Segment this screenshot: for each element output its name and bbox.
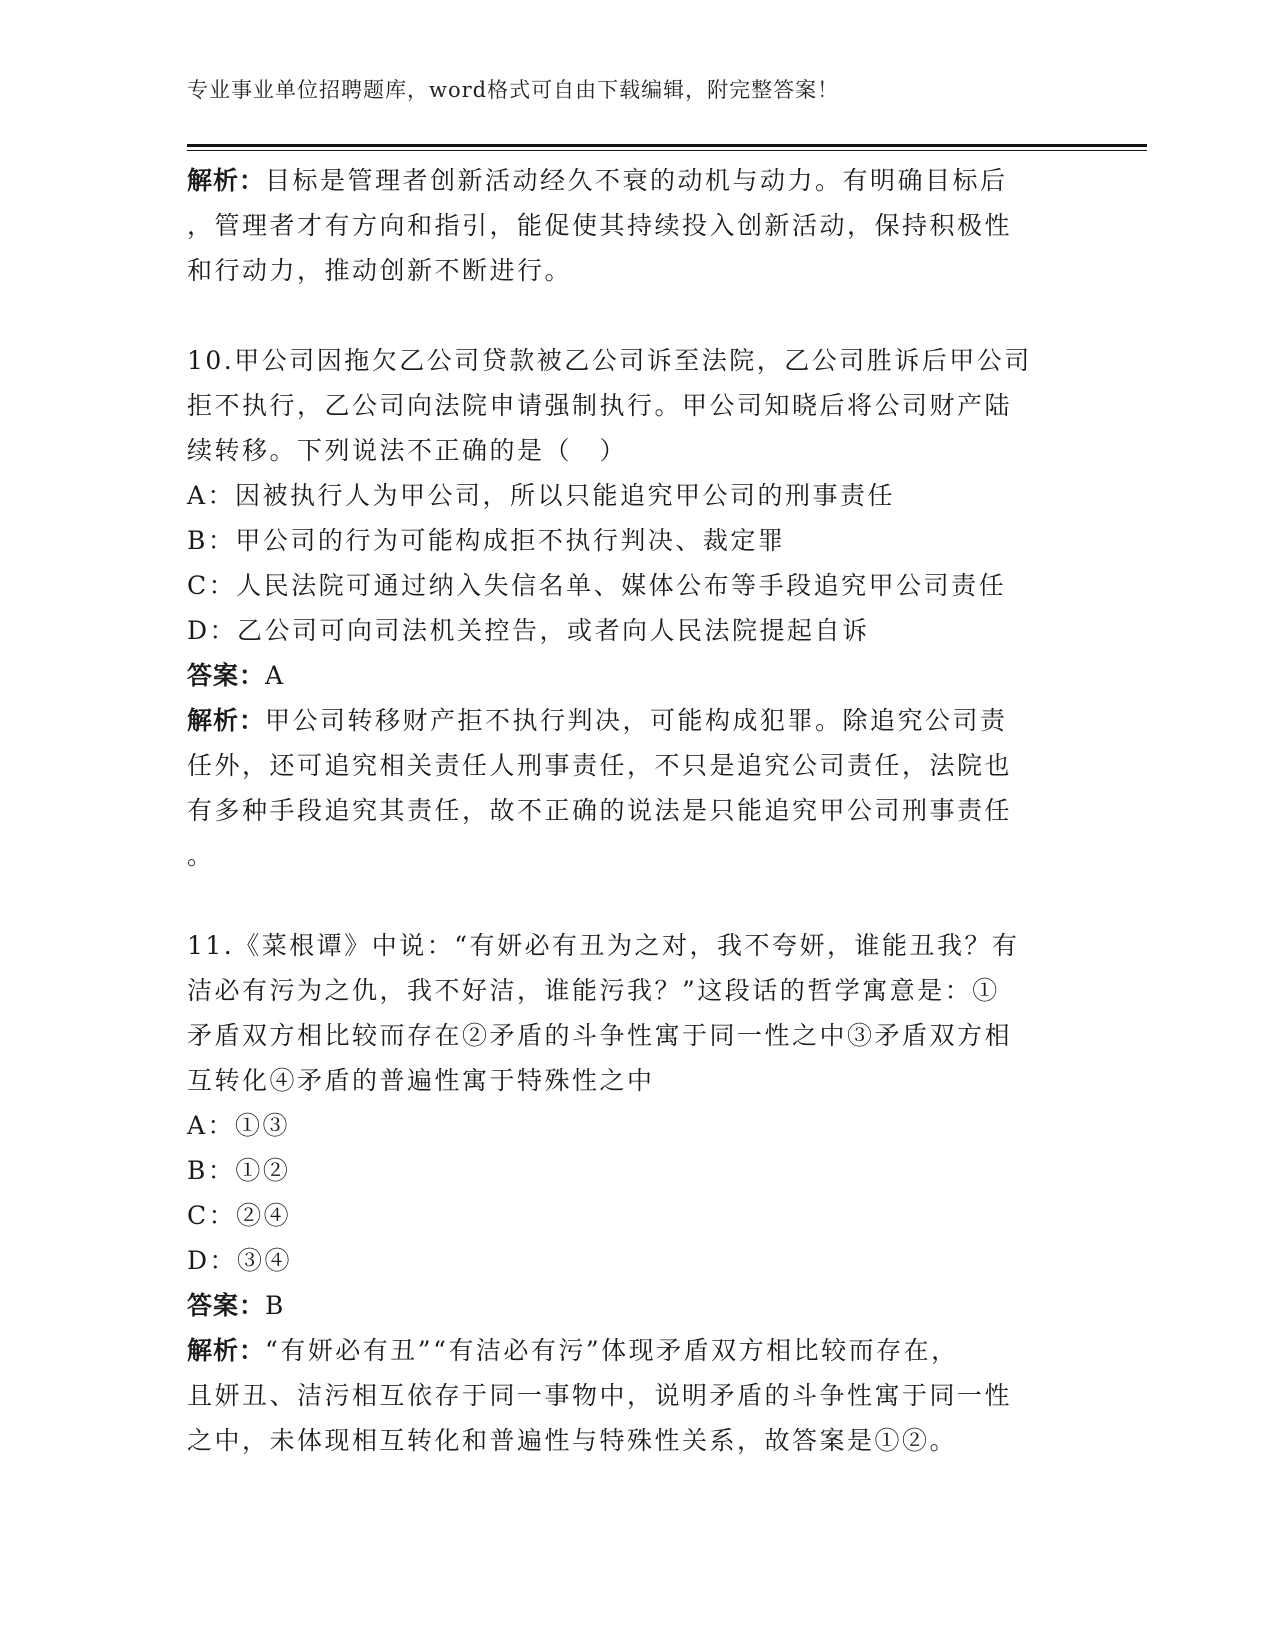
answer-label: 答案： <box>187 661 266 690</box>
explanation-label: 解析： <box>187 706 266 735</box>
explanation-label: 解析： <box>187 1336 266 1365</box>
question-stem-line: 续转移。下列说法不正确的是（ ） <box>187 436 628 465</box>
explanation-line: 且妍丑、洁污相互依存于同一事物中，说明矛盾的斗争性寓于同一性 <box>187 1381 1013 1410</box>
explanation-line: 和行动力，推动创新不断进行。 <box>187 256 573 285</box>
explanation-line: 。 <box>187 841 215 870</box>
option-a: A：①③ <box>187 1111 291 1140</box>
spacer <box>187 878 1067 923</box>
option-d: D：乙公司可向司法机关控告，或者向人民法院提起自诉 <box>187 616 870 645</box>
question-stem-line: 拒不执行，乙公司向法院申请强制执行。甲公司知晓后将公司财产陆 <box>187 391 1013 420</box>
question-stem-line: 10.甲公司因拖欠乙公司贷款被乙公司诉至法院，乙公司胜诉后甲公司 <box>187 346 1032 375</box>
option-b: B：①② <box>187 1156 291 1185</box>
explanation-line: 解析：甲公司转移财产拒不执行判决，可能构成犯罪。除追究公司责 <box>187 706 1008 735</box>
explanation-line: 有多种手段追究其责任，故不正确的说法是只能追究甲公司刑事责任 <box>187 796 1013 825</box>
page-header: 专业事业单位招聘题库，word格式可自由下载编辑，附完整答案！ <box>187 78 840 102</box>
answer-value: A <box>265 661 286 690</box>
explanation-block-9 <box>187 158 1067 293</box>
option-c: C：人民法院可通过纳入失信名单、媒体公布等手段追究甲公司责任 <box>187 571 1007 600</box>
question-stem-line: 11.《菜根谭》中说：“有妍必有丑为之对，我不夸妍，谁能丑我？有 <box>187 931 1020 960</box>
answer-label: 答案： <box>187 1291 266 1320</box>
explanation-line: 解析：目标是管理者创新活动经久不衰的动机与动力。有明确目标后 <box>187 166 1008 195</box>
document-body <box>187 158 1067 1463</box>
explanation-line: 任外，还可追究相关责任人刑事责任，不只是追究公司责任，法院也 <box>187 751 1013 780</box>
option-d: D：③④ <box>187 1246 293 1275</box>
header-rule-thick <box>187 144 1147 147</box>
option-a: A：因被执行人为甲公司，所以只能追究甲公司的刑事责任 <box>187 481 896 510</box>
question-stem-line: 洁必有污为之仇，我不好洁，谁能污我？”这段话的哲学寓意是：① <box>187 976 1000 1005</box>
answer-line <box>187 653 1067 698</box>
explanation-line: ，管理者才有方向和指引，能促使其持续投入创新活动，保持积极性 <box>187 211 1013 240</box>
explanation-line: 解析：“有妍必有丑”“有洁必有污”体现矛盾双方相比较而存在， <box>187 1336 959 1365</box>
explanation-line: 之中，未体现相互转化和普遍性与特殊性关系，故答案是①②。 <box>187 1426 958 1455</box>
spacer <box>187 293 1067 338</box>
option-b: B：甲公司的行为可能构成拒不执行判决、裁定罪 <box>187 526 786 555</box>
question-stem-line: 互转化④矛盾的普遍性寓于特殊性之中 <box>187 1066 655 1095</box>
question-11 <box>187 923 1067 1463</box>
header-rule-thin <box>187 150 1147 151</box>
option-c: C：②④ <box>187 1201 292 1230</box>
answer-line <box>187 1283 1067 1328</box>
question-stem-line: 矛盾双方相比较而存在②矛盾的斗争性寓于同一性之中③矛盾双方相 <box>187 1021 1013 1050</box>
answer-value: B <box>265 1291 286 1320</box>
explanation-label: 解析： <box>187 166 266 195</box>
question-10 <box>187 338 1067 878</box>
